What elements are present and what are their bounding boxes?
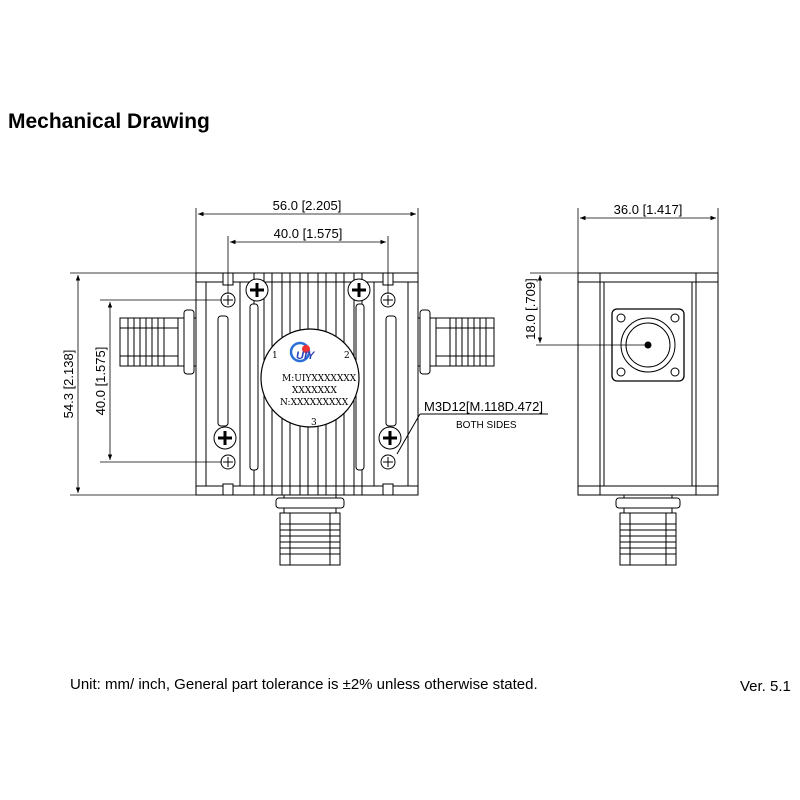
hole-spec: M3D12[M.118D.472] xyxy=(424,399,543,414)
connector-port-2 xyxy=(418,310,494,374)
tolerance-note: Unit: mm/ inch, General part tolerance is ±2% unless otherwise stated. xyxy=(70,676,538,693)
port-1-label: 1 xyxy=(272,351,278,361)
mounting-hole-bottom-left xyxy=(221,455,235,469)
dim-mount-height: 40.0 [1.575] xyxy=(93,346,108,416)
label-line2: XXXXXXX xyxy=(292,386,337,396)
mounting-hole-bottom-right xyxy=(381,455,395,469)
screw-top-left xyxy=(246,279,268,301)
label-serial: N:XXXXXXXXX xyxy=(280,398,349,408)
screw-bottom-right xyxy=(379,427,401,449)
svg-text:UIY: UIY xyxy=(296,350,315,362)
dim-overall-width: 56.0 [2.205] xyxy=(272,198,342,213)
connector-port-1 xyxy=(120,310,196,374)
screw-bottom-left xyxy=(214,427,236,449)
dim-overall-height: 54.3 [2.138] xyxy=(61,349,76,419)
mounting-hole-top-right xyxy=(381,293,395,307)
screw-top-right xyxy=(348,279,370,301)
hole-note: BOTH SIDES xyxy=(456,420,517,431)
version-label: Ver. 5.1 xyxy=(740,678,791,695)
side-connector-bottom xyxy=(616,495,680,565)
port-2-label: 2 xyxy=(344,351,350,361)
front-view xyxy=(120,273,548,565)
page-title: Mechanical Drawing xyxy=(8,110,210,133)
side-view xyxy=(578,273,718,565)
dim-mount-width: 40.0 [1.575] xyxy=(273,226,343,241)
mounting-hole-top-left xyxy=(221,293,235,307)
connector-port-3 xyxy=(276,495,344,565)
port-3-label: 3 xyxy=(311,418,317,428)
dim-connector-height: 18.0 [.709] xyxy=(523,278,538,340)
label-model: M:UIYXXXXXXX xyxy=(282,374,357,384)
side-body xyxy=(578,273,718,495)
dim-depth: 36.0 [1.417] xyxy=(613,202,683,217)
